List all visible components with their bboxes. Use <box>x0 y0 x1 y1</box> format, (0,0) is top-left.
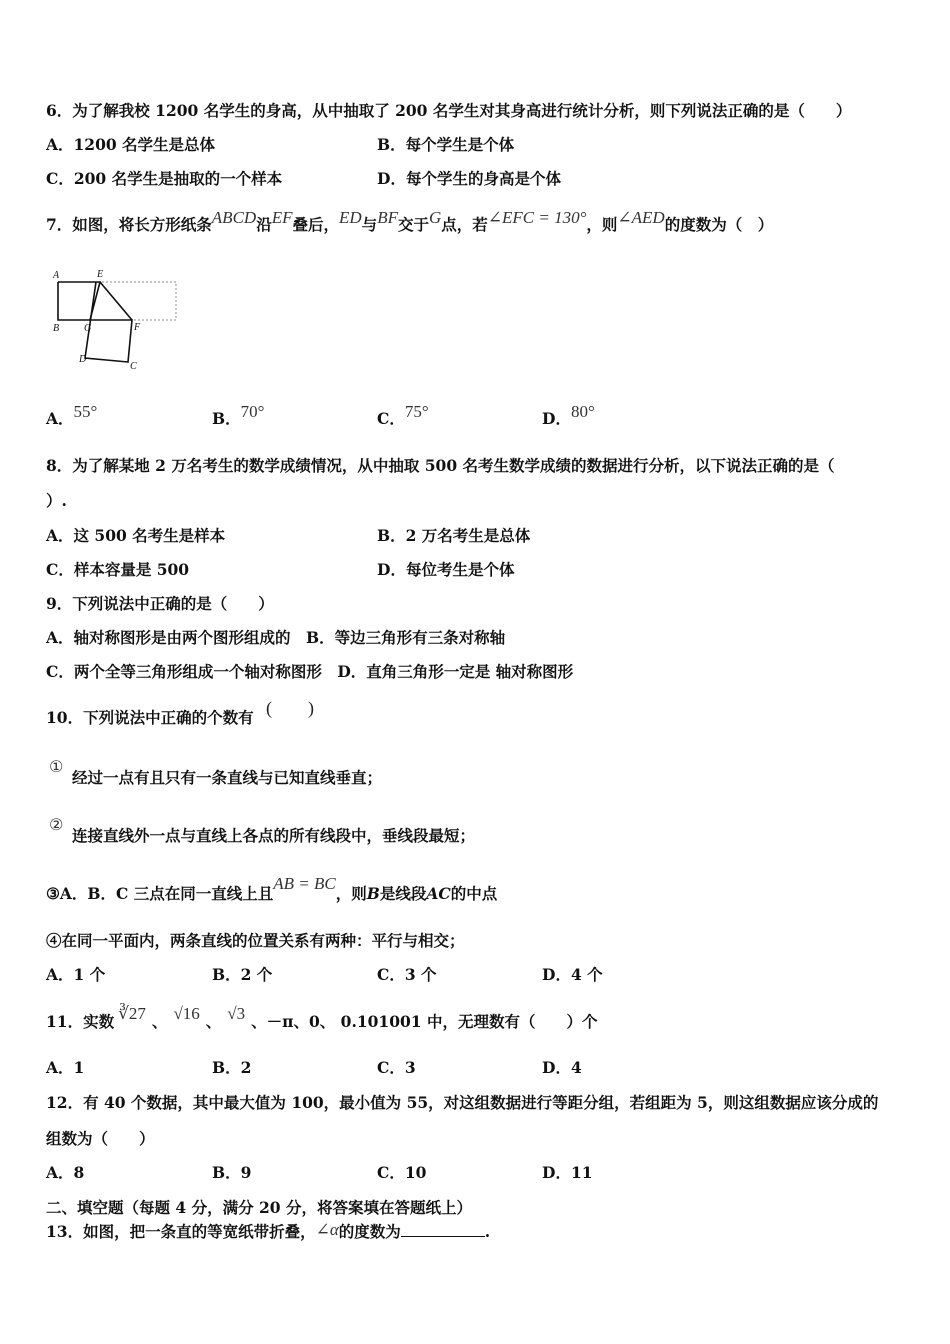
q11-text-1: 11．实数 <box>46 1012 115 1031</box>
q10-s3-text-a: ③A．B．C 三点在同一直线上且 <box>46 884 274 903</box>
q7-math-ef: EF <box>271 208 293 227</box>
q6-option-a: A．1200 名学生是总体 <box>46 135 216 154</box>
q10-statement-1: 经过一点有且只有一条直线与已知直线垂直； <box>72 768 383 787</box>
q7-math-abcd: ABCD <box>211 208 257 227</box>
q11-root-cube-27: ∛27 <box>118 1004 146 1023</box>
q7-text-1: 7．如图，将长方形纸条 <box>46 215 212 234</box>
q8-option-c: C．样本容量是 500 <box>46 560 190 579</box>
q7-option-a <box>46 402 98 429</box>
q10-circled-1: ① <box>49 757 64 776</box>
q7-option-b-value: 70° <box>240 402 265 421</box>
q9-stem: 9．下列说法中正确的是（ ） <box>46 594 274 613</box>
q10-circled-2: ② <box>49 815 64 834</box>
q6-stem: 6．为了解我校 1200 名学生的身高，从中抽取了 200 名学生对其身高进行统计分析，则下列说法正确的是（ ） <box>46 101 852 120</box>
q12-option-d: D．11 <box>542 1163 593 1182</box>
q7-figure <box>50 266 185 376</box>
q7-figure-fold-line <box>100 282 132 320</box>
q7-option-c-letter: C． <box>377 409 405 428</box>
q7-text-7: ，则 <box>586 215 618 234</box>
q7-text-3: 叠后， <box>292 215 339 234</box>
q10-statement-3 <box>46 874 498 904</box>
q9-options-cd: C．两个全等三角形组成一个轴对称图形 D．直角三角形一定是 轴对称图形 <box>46 662 574 681</box>
q7-option-d-letter: D． <box>542 409 571 428</box>
q7-option-b-letter: B． <box>212 409 241 428</box>
q10-stem: 10．下列说法中正确的个数有 <box>46 708 254 727</box>
q7-figure-label-c: C <box>130 361 137 372</box>
q11-option-c: C．3 <box>377 1058 416 1077</box>
q7-figure-label-g: G <box>84 323 92 334</box>
q13-stem <box>46 1222 490 1242</box>
q7-math-g: G <box>428 208 442 227</box>
q7-stem <box>46 208 774 235</box>
q6-option-b: B．每个学生是个体 <box>377 135 515 154</box>
q7-text-6: 点，若 <box>441 215 488 234</box>
q7-figure-label-e: E <box>97 269 104 280</box>
q7-text-5: 交于 <box>397 215 429 234</box>
q6-option-c: C．200 名学生是抽取的一个样本 <box>46 169 283 188</box>
q8-stem-line-2: ）. <box>46 491 67 510</box>
q10-option-a: A．1 个 <box>46 965 106 984</box>
q8-option-a: A．这 500 名考生是样本 <box>46 526 226 545</box>
q7-math-angle-aed: ∠AED <box>617 208 665 227</box>
q10-statement-4: ④在同一平面内，两条直线的位置关系有两种：平行与相交； <box>46 931 465 950</box>
q10-option-d: D．4 个 <box>542 965 603 984</box>
q7-option-b <box>212 402 265 429</box>
q13-text-2: 的度数为 <box>338 1222 401 1241</box>
q12-option-b: B．9 <box>212 1163 252 1182</box>
q10-s3-math-ab-bc: AB = BC <box>273 874 336 893</box>
q7-math-angle-efc: ∠EFC = 130° <box>487 208 587 227</box>
q12-option-c: C．10 <box>377 1163 427 1182</box>
q7-option-d-value: 80° <box>570 402 595 421</box>
q7-text-4: 与 <box>361 215 378 234</box>
q11-option-d: D．4 <box>542 1058 582 1077</box>
q9-options-ab: A．轴对称图形是由两个图形组成的 B．等边三角形有三条对称轴 <box>46 628 506 647</box>
q13-text-1: 13．如图，把一条直的等宽纸带折叠， <box>46 1222 316 1241</box>
q7-figure-label-f: F <box>134 322 141 333</box>
q11-text-2: 、－π、0、 0.101001 中，无理数有（ ）个 <box>251 1012 598 1031</box>
q10-s3-text-d: 是线段 <box>379 884 427 903</box>
q11-option-a: A．1 <box>46 1058 85 1077</box>
q13-text-3: . <box>484 1222 491 1241</box>
q12-stem-line-1: 12．有 40 个数据，其中最大值为 100，最小值为 55，对这组数据进行等距分组，若组距为 5，则这组数据应该分成的 <box>46 1093 879 1112</box>
q8-option-d: D．每位考生是个体 <box>377 560 515 579</box>
q7-math-bf: BF <box>377 208 398 227</box>
q11-root-16: √16 <box>173 1004 200 1023</box>
q7-option-c <box>377 402 429 429</box>
q7-figure-folded-part <box>85 282 132 362</box>
section-2-heading: 二、填空题（每题 4 分，满分 20 分，将答案填在答题纸上） <box>46 1198 472 1217</box>
q6-option-d: D．每个学生的身高是个体 <box>377 169 561 188</box>
q10-s3-text-b: ，则 <box>335 884 367 903</box>
q7-option-a-value: 55° <box>73 402 98 421</box>
q10-s3-var-ac: AC <box>426 884 451 903</box>
q11-sep-1: 、 <box>151 1012 168 1031</box>
q11-stem <box>46 1004 598 1032</box>
q7-option-a-letter: A． <box>46 409 74 428</box>
q10-statement-2: 连接直线外一点与直线上各点的所有线段中，垂线段最短； <box>72 826 476 845</box>
q11-root-3: √3 <box>227 1004 246 1023</box>
q11-sep-2: 、 <box>205 1012 222 1031</box>
q12-option-a: A．8 <box>46 1163 85 1182</box>
q7-option-c-value: 75° <box>404 402 429 421</box>
q10-s3-var-b: B <box>366 884 380 903</box>
q7-text-8: 的度数为（ ） <box>664 215 774 234</box>
q7-figure-label-a: A <box>53 270 60 281</box>
q7-figure-label-b: B <box>53 323 60 334</box>
q13-answer-blank[interactable] <box>401 1222 485 1237</box>
q10-s3-text-f: 的中点 <box>450 884 498 903</box>
q10-option-c: C．3 个 <box>377 965 437 984</box>
q7-text-2: 沿 <box>256 215 272 234</box>
q8-option-b: B．2 万名考生是总体 <box>377 526 531 545</box>
q10-option-b: B．2 个 <box>212 965 273 984</box>
q12-stem-line-2: 组数为（ ） <box>46 1129 155 1148</box>
q7-math-ed: ED <box>339 208 362 227</box>
q10-answer-paren: ( ) <box>266 698 314 718</box>
q11-option-b: B．2 <box>212 1058 252 1077</box>
q7-figure-label-d: D <box>79 354 87 365</box>
q8-stem-line-1: 8．为了解某地 2 万名考生的数学成绩情况，从中抽取 500 名考生数学成绩的数据进行分析，以下说法正确的是（ <box>46 456 835 475</box>
q13-math-angle-alpha: ∠α <box>315 1220 339 1239</box>
q7-option-d <box>542 402 595 429</box>
